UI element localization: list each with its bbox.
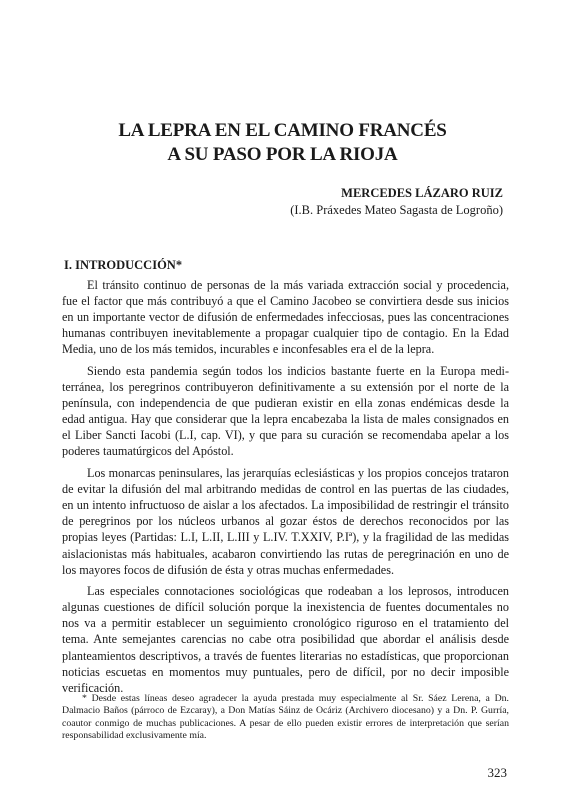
- paragraph-1: El tránsito continuo de personas de la más variada extracción social y procedencia, fue el factor que más contribuyó a que el Camino Jacobeo se convirtiera desde sus inicios en un importante vector de difusión de enfermedades infecciosas, pues las concentraciones humanas contribuyen inevitablemente a propagar cualquier tipo de contagio. En la Edad Media, uno de los más temidos, incurables e inconfesables era el de la lepra.: [62, 278, 509, 357]
- section-heading: I. INTRODUCCIÓN*: [64, 258, 183, 272]
- paragraph-3: Los monarcas peninsulares, las jerarquías eclesiásticas y los propios concejos trataron de evitar la difusión del mal arbitrando medidas de control en las puertas de las ciudades, en un intento infructuoso de aislar a los afectados. La imposibilidad de restringir el tránsito de peregrinos por los núcleos urbanos al gozar éstos de derechos reconocidos por las propias leyes (Partidas: L.I, L.II, L.III y L.IV. T.XXIV, P.Iª), y la fragilidad de las medidas aislacionistas más habituales, acabaron convirtiendo las rutas de peregrinación en uno de los mayores focos de difusión de ésta y otras muchas enfermedades.: [62, 466, 509, 577]
- body-text: [62, 277, 509, 701]
- page-number: 323: [487, 765, 507, 780]
- article-title: [0, 119, 565, 167]
- title-line-2: A SU PASO POR LA RIOJA: [167, 144, 398, 165]
- author-block: [290, 185, 503, 219]
- footnote: [62, 693, 509, 742]
- title-line-1: LA LEPRA EN EL CAMINO FRANCÉS: [118, 120, 447, 141]
- paragraph-2: Siendo esta pandemia según todos los indicios bastante fuerte en la Europa mediterránea, los peregrinos contribuyeron definitivamente a su extensión por el norte de la península, con independencia de que pudieran existir en ella zonas endémicas desde la edad antigua. Hay que considerar que la lepra encabezaba la lista de males consignados en el Liber Sancti Iacobi (L.I, cap. VI), y que para su curación se recomendaba apelar a los poderes taumatúrgicos del Apóstol.: [62, 363, 509, 459]
- author-name: MERCEDES LÁZARO RUIZ: [341, 186, 503, 200]
- footnote-text: * Desde estas líneas deseo agradecer la ayuda prestada muy especialmente al Sr. Sáez Lerena, a Dn. Dalmacio Baños (párroco de Ezcaray), a Don Matías Sáinz de Ocáriz (Archivero diocesano) y a Dn. P. Gurría, coautor conmigo de muchas publicaciones. A pesar de ello pueden existir errores de interpretación que serían responsabilidad exclusivamente mía.: [62, 693, 509, 741]
- author-affiliation: (I.B. Práxedes Mateo Sagasta de Logroño): [290, 203, 503, 217]
- paragraph-4: Las especiales connotaciones sociológicas que rodeaban a los leprosos, introducen algunas cuestiones de difícil solución porque la inexistencia de fuentes documentales no nos va a permitir establecer un seguimiento cronológico riguroso en el tratamiento del tema. Ante semejantes carencias no cabe otra posibilidad que abordar el análisis desde planteamientos descriptivos, a través de fuentes literarias no estadísticas, que proporcionan noticias escuetas en momentos muy puntuales, pero de difícil, por no decir imposible verificación.: [62, 584, 509, 695]
